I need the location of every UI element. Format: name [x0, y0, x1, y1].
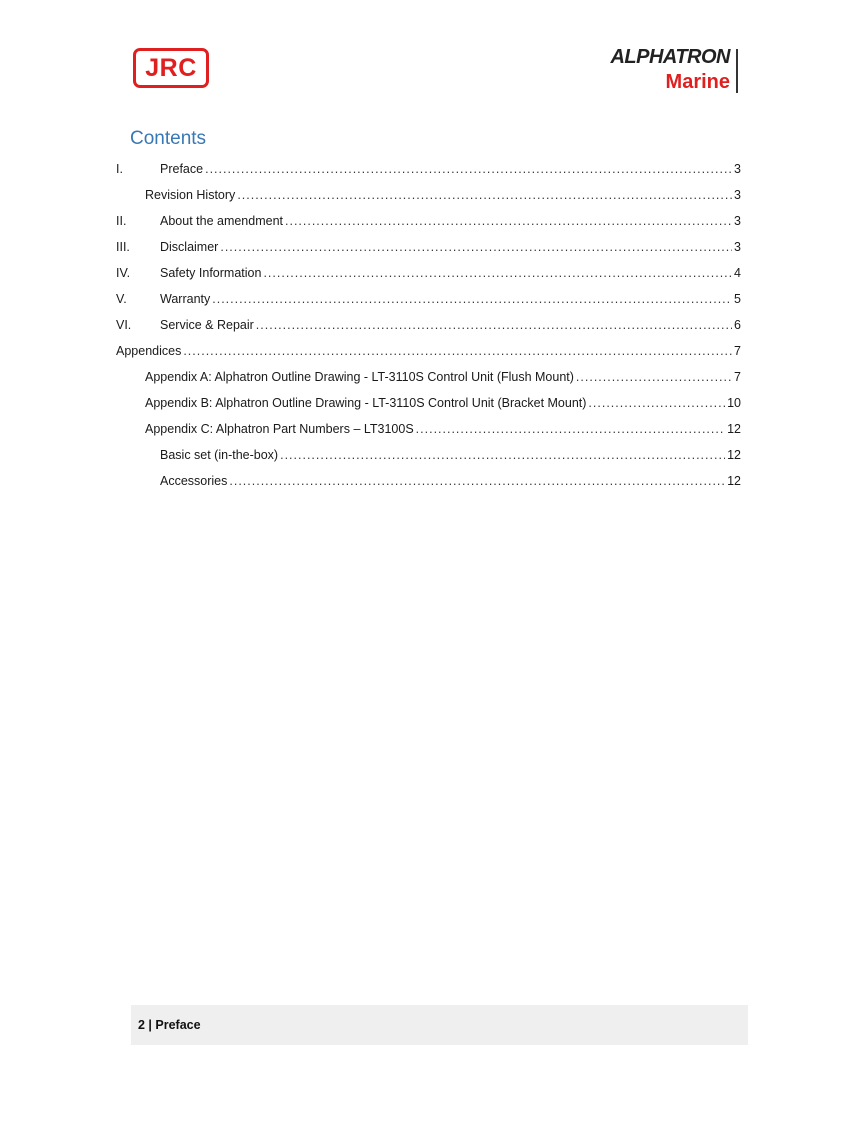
toc-entry-number: VI. — [116, 318, 132, 332]
toc-entry-text: Warranty — [160, 292, 211, 306]
toc-entry-text: Revision History — [145, 188, 236, 202]
footer-label: 2 | Preface — [138, 1018, 201, 1032]
toc-entry-appendix-a[interactable] — [145, 368, 741, 386]
toc-leader-dots — [285, 212, 732, 230]
toc-entry-text: Disclaimer — [160, 240, 219, 254]
toc-entry-page: 12 — [727, 474, 741, 488]
toc-leader-dots — [588, 394, 725, 412]
toc-entry-accessories[interactable] — [160, 472, 741, 490]
toc-entry-about-amendment[interactable] — [116, 212, 741, 230]
toc-title: Contents — [130, 128, 207, 149]
toc-leader-dots — [205, 160, 732, 178]
logo-divider — [736, 49, 738, 93]
toc-entry-page: 7 — [734, 370, 741, 384]
jrc-logo — [133, 48, 209, 88]
page-footer — [131, 1005, 748, 1045]
toc-leader-dots — [212, 290, 732, 308]
toc-entry-number: III. — [116, 240, 130, 254]
toc-entry-number: I. — [116, 162, 123, 176]
toc-leader-dots — [229, 472, 725, 490]
toc-entry-appendices[interactable] — [116, 342, 741, 360]
toc-entry-page: 6 — [734, 318, 741, 332]
toc-leader-dots — [237, 186, 732, 204]
toc-entry-page: 5 — [734, 292, 741, 306]
toc-entry-text: Basic set (in-the-box) — [160, 448, 279, 462]
toc-leader-dots — [220, 238, 732, 256]
toc-entry-appendix-b[interactable] — [145, 394, 741, 412]
toc-leader-dots — [416, 420, 725, 438]
toc-entry-text: About the amendment — [160, 214, 283, 228]
toc-entry-page: 10 — [727, 396, 741, 410]
toc-entry-text: Accessories — [160, 474, 228, 488]
alphatron-marine-logo — [600, 46, 738, 94]
toc-entry-warranty[interactable] — [116, 290, 741, 308]
toc-entry-text: Appendix B: Alphatron Outline Drawing - LT-3110S Control Unit (Bracket Mount) — [145, 396, 587, 410]
toc-entry-page: 3 — [734, 162, 741, 176]
toc-entry-service-repair[interactable] — [116, 316, 741, 334]
toc-entry-text: Appendices — [116, 344, 182, 358]
toc-leader-dots — [280, 446, 725, 464]
toc-entry-basic-set[interactable] — [160, 446, 741, 464]
alphatron-logo-text: ALPHATRON — [610, 46, 730, 68]
marine-logo-text: Marine — [665, 71, 730, 93]
toc-entry-page: 3 — [734, 240, 741, 254]
toc-entry-page: 12 — [727, 448, 741, 462]
toc-entry-disclaimer[interactable] — [116, 238, 741, 256]
toc-entry-appendix-c[interactable] — [145, 420, 741, 438]
toc-entry-page: 7 — [734, 344, 741, 358]
toc-leader-dots — [263, 264, 732, 282]
toc-entry-safety-information[interactable] — [116, 264, 741, 282]
toc-entry-preface[interactable] — [116, 160, 741, 178]
toc-entry-text: Service & Repair — [160, 318, 254, 332]
toc-entry-text: Appendix A: Alphatron Outline Drawing - LT-3110S Control Unit (Flush Mount) — [145, 370, 574, 384]
toc-entry-page: 3 — [734, 214, 741, 228]
toc-entry-text: Safety Information — [160, 266, 262, 280]
toc-entry-revision-history[interactable] — [145, 186, 741, 204]
toc-entry-number: V. — [116, 292, 127, 306]
toc-entry-page: 12 — [727, 422, 741, 436]
toc-entry-text: Preface — [160, 162, 204, 176]
toc-leader-dots — [183, 342, 732, 360]
toc-entry-number: II. — [116, 214, 127, 228]
toc-entry-page: 3 — [734, 188, 741, 202]
jrc-logo-text: JRC — [145, 53, 197, 82]
toc-entry-number: IV. — [116, 266, 131, 280]
toc-entry-text: Appendix C: Alphatron Part Numbers – LT3100S — [145, 422, 414, 436]
toc-leader-dots — [576, 368, 732, 386]
toc-leader-dots — [256, 316, 732, 334]
toc-entry-page: 4 — [734, 266, 741, 280]
